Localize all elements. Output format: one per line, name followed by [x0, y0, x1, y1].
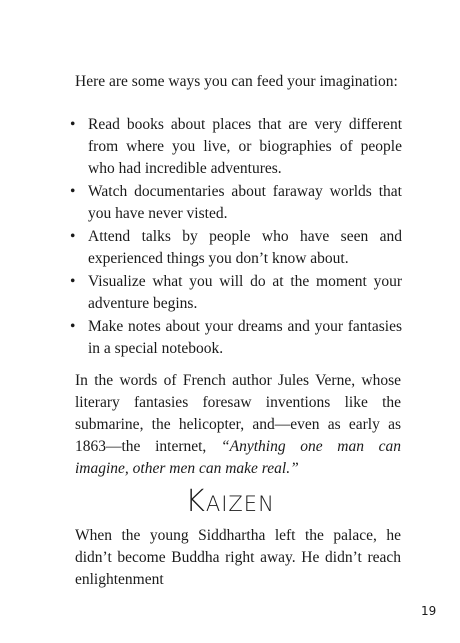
- jules-verne-paragraph: [75, 370, 401, 480]
- page-number: 19: [421, 604, 437, 618]
- bullet-icon: •: [70, 273, 76, 290]
- list-item-text: Read books about places that are very different from where you live, or biographies of people who had incredible adventures.: [88, 116, 402, 177]
- bullet-icon: •: [70, 116, 76, 133]
- list-item-text: Attend talks by people who have seen and experienced things you don’t know about.: [88, 228, 402, 267]
- paragraph-lead-text: In the words of French author Jules Verne, whose literary fantasies foresaw inventions like the submarine, the helicopter, and—even as early as 1863—the internet,: [75, 372, 401, 455]
- list-item-text: Make notes about your dreams and your fantasies in a special notebook.: [88, 318, 402, 357]
- imagination-list: [70, 114, 402, 361]
- section-heading: Kaizen: [185, 484, 275, 519]
- verne-quote: “Anything one man can imagine, other men can make real.”: [75, 438, 401, 477]
- bullet-icon: •: [70, 183, 76, 200]
- intro-text: Here are some ways you can feed your imagination:: [75, 73, 398, 90]
- list-item-text: Visualize what you will do at the moment your adventure begins.: [88, 273, 402, 312]
- list-item: [70, 114, 402, 180]
- list-item: [70, 316, 402, 360]
- list-item: [70, 226, 402, 270]
- list-item: [70, 181, 402, 225]
- list-item-text: Watch documentaries about faraway worlds that you have never visted.: [88, 183, 402, 222]
- bullet-icon: •: [70, 228, 76, 245]
- bullet-icon: •: [70, 318, 76, 335]
- list-item: [70, 271, 402, 315]
- body-paragraph: When the young Siddhartha left the palace, he didn’t become Buddha right away. He didn’t reach enlightenment: [75, 527, 401, 588]
